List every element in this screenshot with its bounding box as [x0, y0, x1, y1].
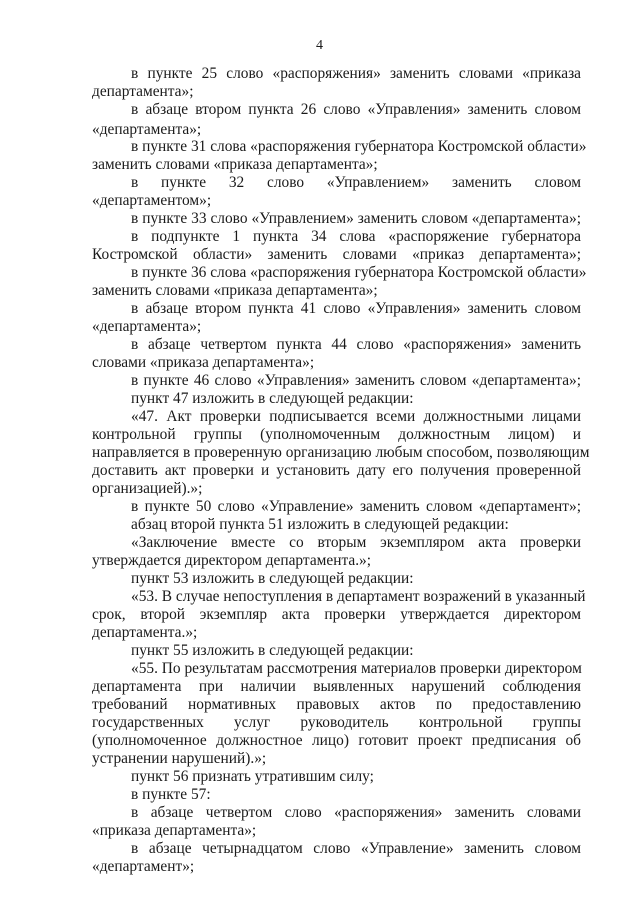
text-line: департамента.»;	[92, 624, 198, 641]
text-line: в пункте 36 слова «распоряжения губернатора Костромской области»	[131, 264, 587, 281]
text-line: «53. В случае непоступления в департамент возражений в указанный	[131, 588, 586, 605]
text-line: в пункте 50 слово «Управление» заменить словом «департамент»;	[131, 498, 581, 515]
text-line: в пункте 31 слова «распоряжения губернатора Костромской области»	[131, 138, 587, 155]
text-line: словами «приказа департамента»;	[92, 354, 315, 371]
text-line: абзац второй пункта 51 изложить в следующей редакции:	[131, 516, 509, 533]
text-line: «департамента»;	[92, 121, 202, 138]
text-line: заменить словами «приказа департамента»;	[92, 156, 378, 173]
text-line: в абзаце четвертом пункта 44 слово «распоряжения» заменить	[131, 336, 581, 353]
text-line: «55. По результатам рассмотрения материалов проверки директором	[131, 660, 582, 677]
text-line: срок, второй экземпляр акта проверки утверждается директором	[92, 606, 581, 623]
text-line: департамента»;	[92, 83, 194, 100]
text-line: направляется в проверенную организацию любым способом, позволяющим	[92, 444, 590, 461]
text-line: «Заключение вместе со вторым экземпляром акта проверки	[131, 534, 581, 551]
text-line: в пункте 57:	[131, 786, 211, 803]
text-line: в пункте 32 слово «Управлением» заменить словом	[131, 174, 581, 191]
text-line: Костромской области» заменить словами «приказ департамента»;	[92, 246, 581, 263]
text-line: (уполномоченное должностное лицо) готовит проект предписания об	[92, 732, 581, 749]
text-line: устранении нарушений).»;	[92, 750, 267, 767]
text-line: в абзаце втором пункта 41 слово «Управления» заменить словом	[131, 300, 581, 317]
text-line: контрольной группы (уполномоченным должностным лицом) и	[92, 426, 581, 443]
text-line: пункт 47 изложить в следующей редакции:	[131, 390, 414, 407]
text-line: «департамент»;	[92, 858, 195, 875]
text-line: «департаментом»;	[92, 192, 212, 209]
text-line: утверждается директором департамента.»;	[92, 552, 372, 569]
text-line: в пункте 46 слово «Управления» заменить словом «департамента»;	[131, 372, 581, 389]
text-line: «47. Акт проверки подписывается всеми должностными лицами	[131, 408, 581, 425]
text-line: требований нормативных правовых актов по предоставлению	[92, 696, 581, 713]
page-number: 4	[316, 38, 323, 53]
text-line: организацией).»;	[92, 480, 203, 497]
text-line: заменить словами «приказа департамента»;	[92, 282, 378, 299]
text-line: в абзаце втором пункта 26 слово «Управления» заменить словом	[131, 101, 581, 118]
text-line: «приказа департамента»;	[92, 822, 257, 839]
text-line: доставить акт проверки и установить дату его получения проверенной	[92, 462, 581, 479]
text-line: в абзаце четырнадцатом слово «Управление» заменить словом	[131, 840, 581, 857]
text-line: департамента при наличии выявленных нарушений соблюдения	[92, 678, 581, 695]
text-line: государственных услуг руководитель контрольной группы	[92, 714, 581, 731]
text-line: в пункте 25 слово «распоряжения» заменить словами «приказа	[131, 65, 581, 82]
text-line: в подпункте 1 пункта 34 слова «распоряжение губернатора	[131, 228, 581, 245]
text-line: пункт 56 признать утратившим силу;	[131, 768, 374, 785]
text-line: пункт 53 изложить в следующей редакции:	[131, 570, 414, 587]
text-line: пункт 55 изложить в следующей редакции:	[131, 642, 414, 659]
text-line: «департамента»;	[92, 318, 202, 335]
text-line: в абзаце четвертом слово «распоряжения» заменить словами	[131, 804, 581, 821]
text-line: в пункте 33 слово «Управлением» заменить словом «департамента»;	[131, 210, 581, 227]
